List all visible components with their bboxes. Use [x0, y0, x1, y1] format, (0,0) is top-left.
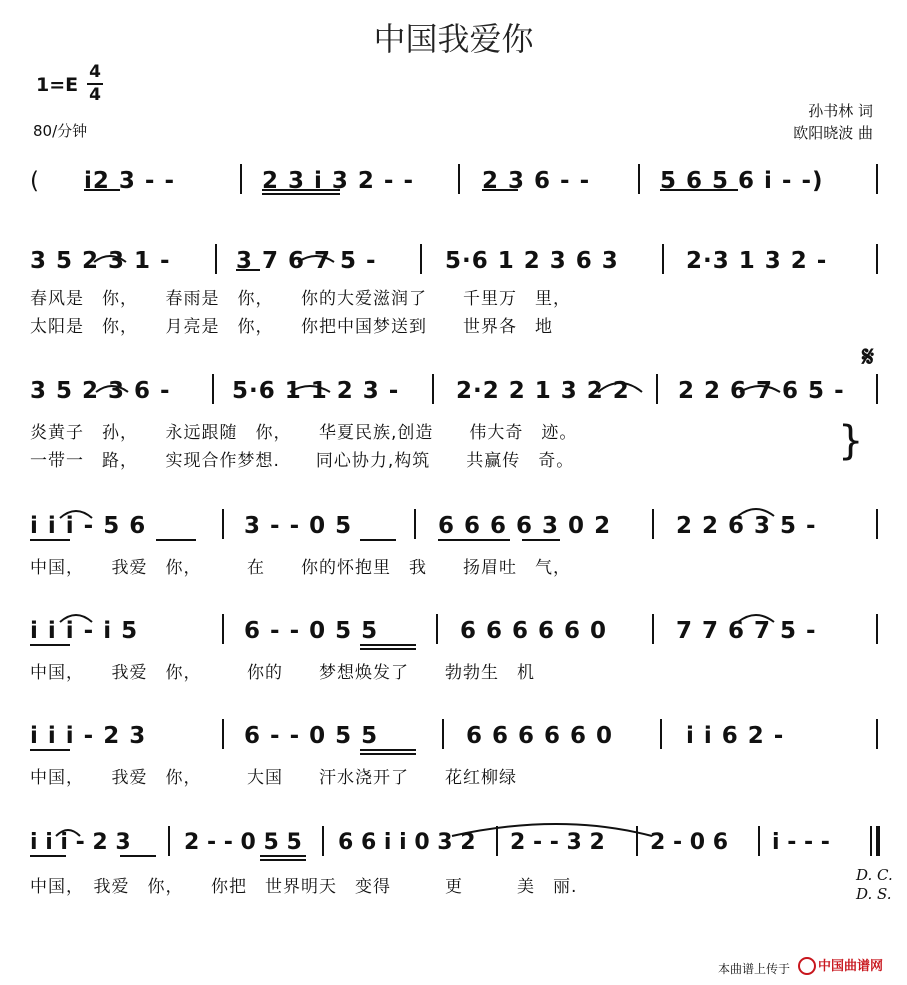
da-capo-marking: D. C.	[856, 866, 893, 884]
lyric-line-1: 中国， 我爱 你， 大国 汗水浇开了 花红柳绿	[30, 768, 517, 788]
measure: 6 6 6 6 6 0	[460, 618, 608, 644]
key-signature: 1=E	[36, 74, 79, 96]
measure: i i 6 2 -	[686, 723, 785, 749]
measure: i i i - 2 3	[30, 830, 131, 855]
measure: i - - -	[772, 830, 830, 855]
footer-upload-note: 本曲谱上传于	[718, 962, 791, 976]
measure: 2 - 0 6	[650, 830, 729, 855]
measure: 2·2 2 1 3 2 2	[456, 378, 630, 404]
segno-icon: 𝄋	[862, 340, 875, 373]
measure: 6 6 i i 0 3 2	[338, 830, 476, 855]
measure: 7 7 6 7 5 -	[676, 618, 817, 644]
measure: i i i - 2 3	[30, 723, 147, 749]
measure: 2 3 i 3 2 - -	[262, 168, 415, 194]
measure: 3 5 2 3 6 -	[30, 378, 171, 404]
measure: 3 7 6 7 5 -	[236, 248, 377, 274]
time-signature-bottom: 4	[89, 85, 101, 105]
repeat-open-paren: (	[30, 168, 40, 194]
time-signature	[86, 62, 104, 106]
site-logo[interactable]: 中国曲谱网	[818, 959, 884, 974]
measure: 6 6 6 6 6 0	[466, 723, 614, 749]
measure: 6 - - 0 5 5	[244, 723, 379, 749]
measure: i2 3 - -	[84, 168, 176, 194]
page-title: 中国我爱你	[373, 20, 534, 58]
lyric-line-2: 太阳是 你， 月亮是 你， 你把中国梦送到 世界各 地	[30, 317, 553, 337]
lyricist-credit: 孙书林 词	[808, 102, 873, 120]
tempo-marking: 80/分钟	[33, 122, 88, 140]
measure: 3 5 2 3 1 -	[30, 248, 171, 274]
lyric-line-1: 炎黄子 孙， 永远跟随 你， 华夏民族,创造 伟大奇 迹。	[30, 423, 578, 443]
measure: 2·3 1 3 2 -	[686, 248, 828, 274]
site-logo-icon	[798, 957, 816, 975]
measure: i i i - 5 6	[30, 513, 147, 539]
measure: 2 - - 0 5 5	[184, 830, 302, 855]
brace-icon: }	[838, 418, 864, 464]
measure: 5·6 1 1 2 3 -	[232, 378, 400, 404]
measure: 2 - - 3 2	[510, 830, 605, 855]
lyric-line-2: 一带一 路， 实现合作梦想. 同心协力,构筑 共赢传 奇。	[30, 451, 575, 471]
measure: 5 6 5 6 i - -)	[660, 168, 824, 194]
lyric-line-1: 中国， 我爱 你， 你把 世界明天 变得 更 美 丽.	[30, 877, 578, 897]
measure: 2 3 6 - -	[482, 168, 591, 194]
lyric-line-1: 中国， 我爱 你， 你的 梦想焕发了 勃勃生 机	[30, 663, 535, 683]
lyric-line-1: 春风是 你， 春雨是 你， 你的大爱滋润了 千里万 里，	[30, 289, 571, 309]
measure: 3 - - 0 5	[244, 513, 353, 539]
measure: 6 6 6 6 3 0 2	[438, 513, 612, 539]
measure: 6 - - 0 5 5	[244, 618, 379, 644]
lyric-line-1: 中国， 我爱 你， 在 你的怀抱里 我 扬眉吐 气，	[30, 558, 571, 578]
measure: 2 2 6 7 6 5 -	[678, 378, 845, 404]
measure: 2 2 6 3 5 -	[676, 513, 817, 539]
time-signature-top: 4	[89, 62, 101, 82]
measure: i i i - i 5	[30, 618, 139, 644]
composer-credit: 欧阳晓波 曲	[793, 124, 873, 142]
measure: 5·6 1 2 3 6 3	[445, 248, 619, 274]
dal-segno-marking: D. S.	[856, 885, 892, 903]
